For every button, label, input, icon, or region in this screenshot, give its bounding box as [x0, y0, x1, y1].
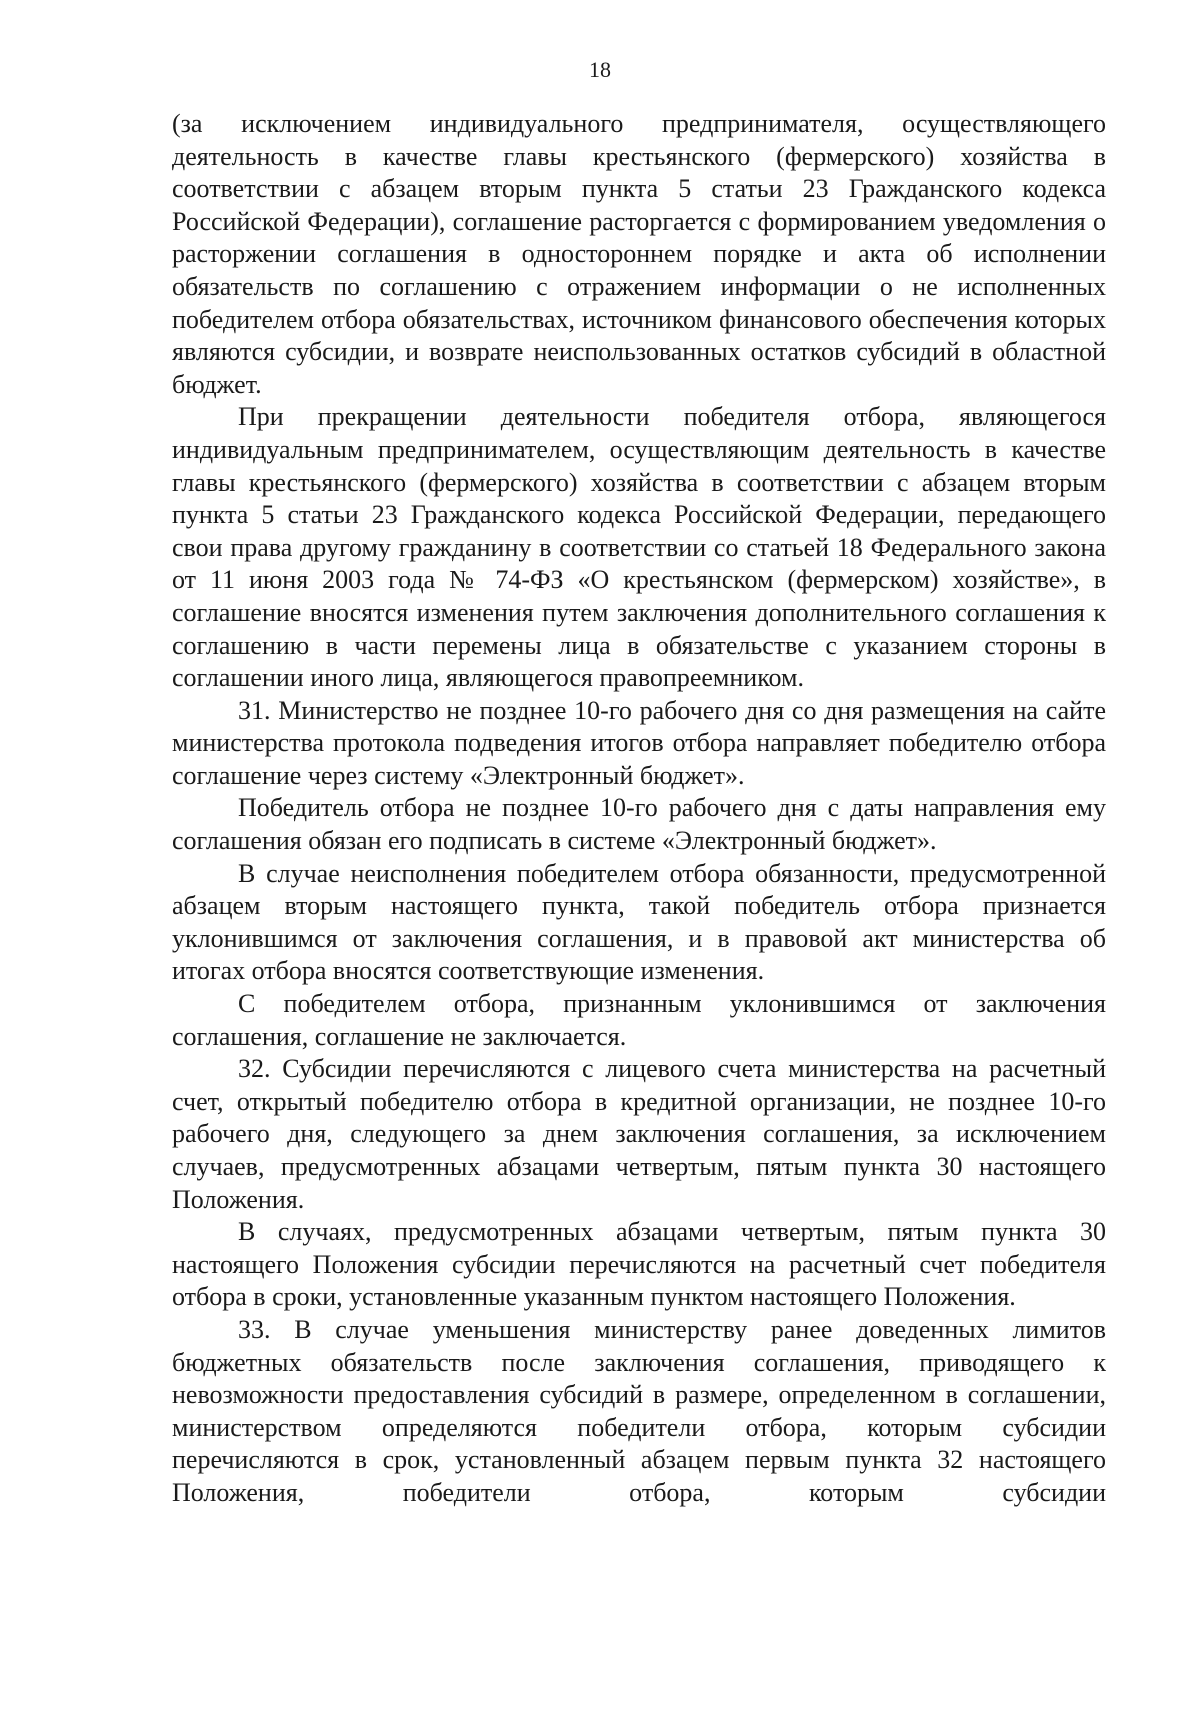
document-body — [172, 108, 1106, 1510]
paragraph-item-32: 32. Субсидии перечисляются с лицевого счета министерства на расчетный счет, открытый победителю отбора в кредитной организации, не позднее 10-го рабочего дня, следующего за днем заключения соглашения, за исключением случаев, предусмотренных абзацами четвертым, пятым пункта 30 настоящего Положения. — [172, 1054, 1106, 1214]
paragraph-signing-deadline: Победитель отбора не позднее 10-го рабочего дня с даты направления ему соглашения обязан его подписать в системе «Электронный бюджет». — [172, 793, 1106, 856]
paragraph-farm-termination: При прекращении деятельности победителя отбора, являющегося индивидуальным предпринимателем, осуществляющим деятельность в качестве главы крестьянского (фермерского) хозяйства в соответствии с абзацем вторым пункта 5 статьи 23 Гражданского кодекса Российской Федерации, передающего свои права другому гражданину в соответствии со статьей 18 Федерального закона от 11 июня 2003 года № 74-ФЗ «О крестьянском (фермерском) хозяйстве», в соглашение вносятся изменения путем заключения дополнительного соглашения к соглашению в части перемены лица в обязательстве с указанием стороны в соглашении иного лица, являющегося правопреемником. — [172, 402, 1106, 693]
paragraph-continuation: (за исключением индивидуального предпринимателя, осуществляющего деятельность в качестве главы крестьянского (фермерского) хозяйства в соответствии с абзацем вторым пункта 5 статьи 23 Гражданского кодекса Российской Федерации), соглашение расторгается с формированием уведомления о расторжении соглашения в одностороннем порядке и акта об исполнении обязательств по соглашению с отражением информации о не исполненных победителем отбора обязательствах, источником финансового обеспечения которых являются субсидии, и возврате неиспользованных остатков субсидий в областной бюджет. — [172, 109, 1106, 399]
paragraph-item-31: 31. Министерство не позднее 10-го рабочего дня со дня размещения на сайте министерства протокола подведения итогов отбора направляет победителю отбора соглашение через систему «Электронный бюджет». — [172, 695, 1106, 790]
paragraph-non-fulfillment: В случае неисполнения победителем отбора обязанности, предусмотренной абзацем вторым настоящего пункта, такой победитель отбора признается уклонившимся от заключения соглашения, и в правовой акт министерства об итогах отбора вносятся соответствующие изменения. — [172, 858, 1106, 986]
paragraph-transfer-cases: В случаях, предусмотренных абзацами четвертым, пятым пункта 30 настоящего Положения субсидии перечисляются на расчетный счет победителя отбора в сроки, установленные указанным пунктом настоящего Положения. — [172, 1217, 1106, 1312]
paragraph-item-33: 33. В случае уменьшения министерству ранее доведенных лимитов бюджетных обязательств после заключения соглашения, приводящего к невозможности предоставления субсидий в размере, определенном в соглашении, министерством определяются победители отбора, которым субсидии перечисляются в срок, установленный абзацем первым пункта 32 настоящего Положения, победители отбора, которым субсидии — [172, 1314, 1106, 1507]
page-number: 18 — [589, 57, 611, 82]
paragraph-evasion: С победителем отбора, признанным уклонившимся от заключения соглашения, соглашение не заключается. — [172, 989, 1106, 1051]
